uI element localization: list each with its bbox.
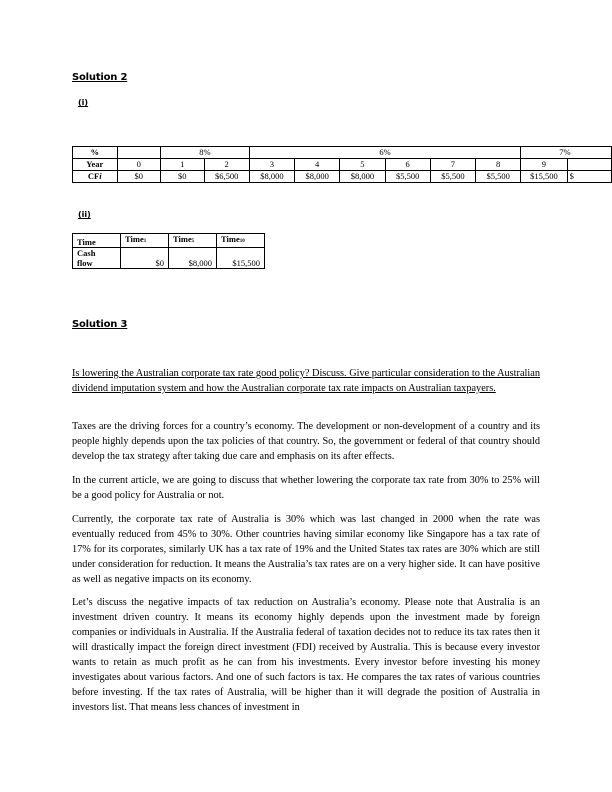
- solution-2-heading: Solution 2: [72, 72, 128, 83]
- year-cell: 5: [340, 159, 385, 171]
- cashflow-cell: $8,000: [340, 171, 385, 183]
- cashflow-row: [73, 171, 612, 183]
- cashflow-cell: $5,500: [430, 171, 475, 183]
- year-cell: [567, 159, 611, 171]
- year-cell: 9: [521, 159, 567, 171]
- cashflow-cell: $8,000: [295, 171, 340, 183]
- time-cashflow-table: [72, 233, 265, 269]
- solution-3-heading: Solution 3: [72, 319, 128, 330]
- rate-group: 6%: [249, 147, 521, 159]
- paragraph-3: Currently, the corporate tax rate of Australia is 30% which was last changed in 2000 when the rate was eventually reduced from 45% to 30%. Other countries having similar economy like Singapore has a tax rate of 17% for its corporates, similarly UK has a tax rate of 19% and the United States tax rates are 30% which are still under consideration for reduction. It means the Australia’s tax rates are on a very higher side. It can have positive as well as negative impacts on its economy.: [72, 514, 540, 585]
- time-header-row: [73, 234, 265, 248]
- time-header: Time10: [217, 234, 265, 248]
- paragraph-4: Let’s discuss the negative impacts of tax reduction on Australia’s economy. Please note that Australia is an investment driven country. It means its economy highly depends upon the investment made by foreign companies or individuals in Australia. If the Australia federal of taxation decides not to reduce its tax rates then it will drastically impact the foreign direct investment (FDI) received by Australia. This is because every investor wants to retain as much profit as he can from his investments. Every investor before investing his money investigates about various factors. And one of such factors is tax. He compares the tax rates of various countries before investing. If the tax rates of Australia, will be higher than it will degrade the position of Australia in investors list. That means less chances of investment in: [72, 597, 540, 713]
- cashflow-cell: $6,500: [204, 171, 249, 183]
- year-cell: 4: [295, 159, 340, 171]
- cashflow-cell: $8,000: [249, 171, 294, 183]
- rate-group: [117, 147, 161, 159]
- part-ii-label: (ii): [78, 210, 91, 219]
- cashflow-value: $0: [121, 248, 169, 269]
- time-header: Time: [73, 234, 121, 248]
- row-label-cfi: CFi: [73, 171, 118, 183]
- cash-flow-label: Cash flow: [73, 248, 121, 269]
- cashflow-table: [72, 146, 612, 183]
- year-row: [73, 159, 612, 171]
- year-cell: 3: [249, 159, 294, 171]
- time-header: Time5: [169, 234, 217, 248]
- cashflow-cell: $5,500: [476, 171, 521, 183]
- row-label-year: Year: [73, 159, 118, 171]
- cashflow-cell: $5,500: [385, 171, 430, 183]
- cashflow-value: $8,000: [169, 248, 217, 269]
- year-cell: 8: [476, 159, 521, 171]
- paragraph-1: Taxes are the driving forces for a country’s economy. The development or non-development of a country and its people highly depends upon the tax policies of that country. So, the government or federal of that country should develop the tax strategy after taking due care and emphasis on its after effects.: [72, 421, 540, 462]
- rate-group: 7%: [521, 147, 612, 159]
- cashflow-cell: $0: [117, 171, 161, 183]
- essay-question: Is lowering the Australian corporate tax rate good policy? Discuss. Give particular consideration to the Australian dividend imputation system and how the Australian corporate tax rate impacts on Australian taxpayers.: [72, 368, 540, 394]
- time-header: Time1: [121, 234, 169, 248]
- year-cell: 1: [161, 159, 205, 171]
- cashflow-cell: $: [567, 171, 611, 183]
- year-cell: 0: [117, 159, 161, 171]
- cashflow-value-row: [73, 248, 265, 269]
- year-cell: 7: [430, 159, 475, 171]
- cashflow-value: $15,500: [217, 248, 265, 269]
- rate-row: [73, 147, 612, 159]
- part-i-label: (i): [78, 98, 89, 107]
- cashflow-cell: $15,500: [521, 171, 567, 183]
- year-cell: 2: [204, 159, 249, 171]
- year-cell: 6: [385, 159, 430, 171]
- rate-group: 8%: [161, 147, 250, 159]
- row-label-percent: %: [73, 147, 118, 159]
- paragraph-2: In the current article, we are going to discuss that whether lowering the corporate tax rate from 30% to 25% will be a good policy for Australia or not.: [72, 475, 540, 501]
- cashflow-cell: $0: [161, 171, 205, 183]
